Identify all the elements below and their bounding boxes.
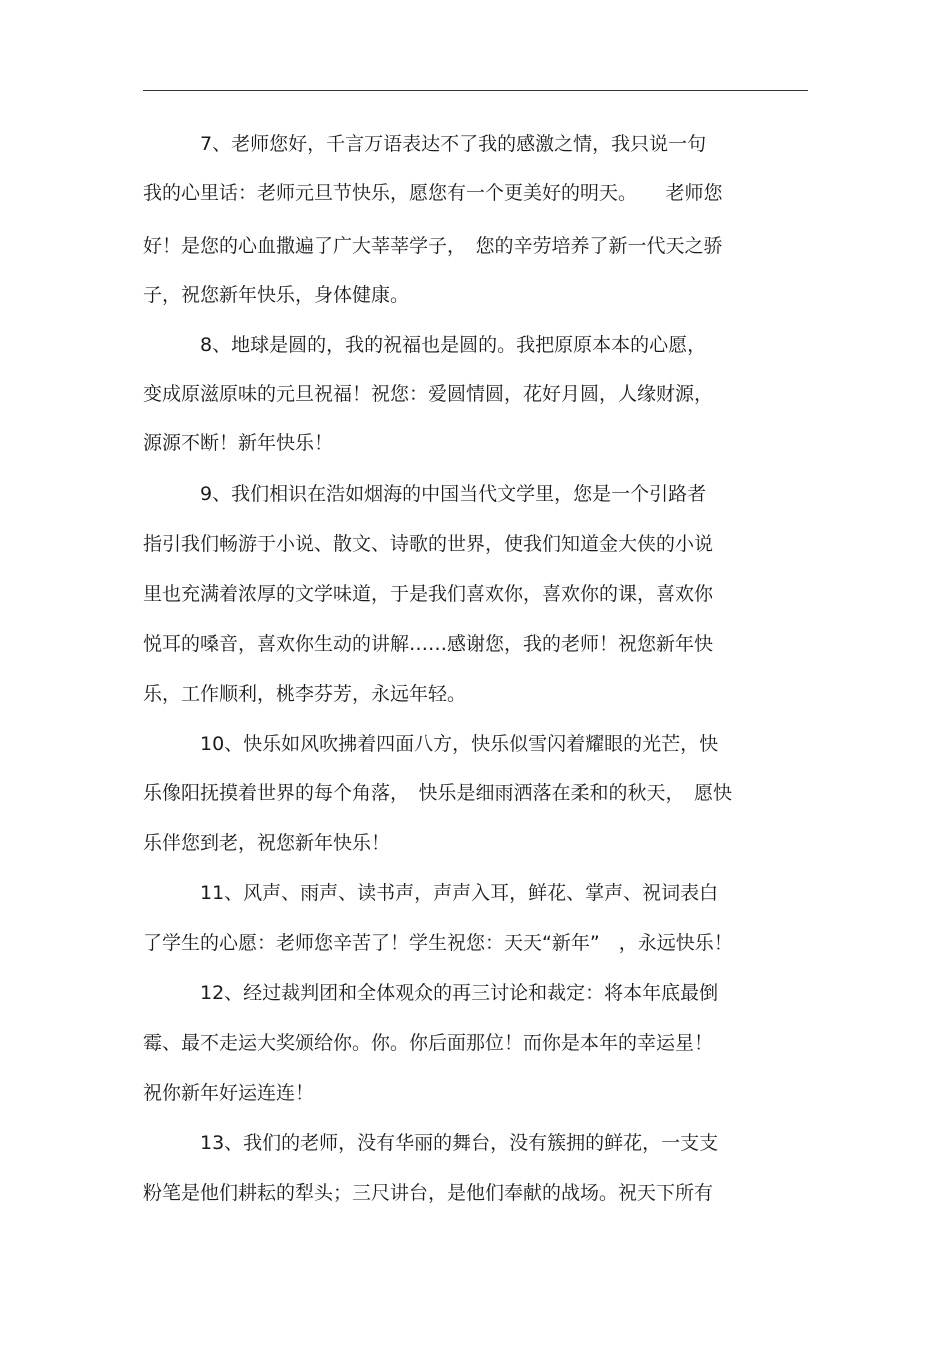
text-line: 指引我们畅游于小说、散文、诗歌的世界，使我们知道金大侠的小说 <box>143 533 714 555</box>
text-line: 7、老师您好，千言万语表达不了我的感激之情，我只说一句 <box>200 133 707 155</box>
text-line: 我的心里话：老师元旦节快乐，愿您有一个更美好的明天。 老师您 <box>143 182 723 204</box>
text-line: 了学生的心愿：老师您辛苦了！学生祝您：天天“新年” ，永远快乐！ <box>143 932 733 954</box>
text-line: 子，祝您新年快乐，身体健康。 <box>143 284 410 306</box>
text-line: 悦耳的嗓音，喜欢你生动的讲解……感谢您，我的老师！祝您新年快 <box>143 633 714 655</box>
text-line: 11、风声、雨声、读书声，声声入耳，鲜花、掌声、祝词表白 <box>200 882 719 904</box>
text-line: 13、我们的老师，没有华丽的舞台，没有簇拥的鲜花，一支支 <box>200 1132 719 1154</box>
header-rule <box>143 90 808 91</box>
text-line: 9、我们相识在浩如烟海的中国当代文学里，您是一个引路者 <box>200 483 707 505</box>
text-line: 好！是您的心血撒遍了广大莘莘学子， 您的辛劳培养了新一代天之骄 <box>143 235 723 257</box>
text-line: 乐，工作顺利，桃李芬芳，永远年轻。 <box>143 683 467 705</box>
text-line: 乐像阳抚摸着世界的每个角落， 快乐是细雨洒落在柔和的秋天， 愿快 <box>143 782 733 804</box>
text-line: 乐伴您到老，祝您新年快乐！ <box>143 832 391 854</box>
text-line: 10、快乐如风吹拂着四面八方，快乐似雪闪着耀眼的光芒，快 <box>200 733 719 755</box>
text-line: 源源不断！新年快乐！ <box>143 432 334 454</box>
text-line: 变成原滋原味的元旦祝福！祝您：爱圆情圆，花好月圆，人缘财源， <box>143 383 714 405</box>
text-line: 8、地球是圆的，我的祝福也是圆的。我把原原本本的心愿， <box>200 334 707 356</box>
text-line: 霉、最不走运大奖颁给你。你。你后面那位！而你是本年的幸运星！ <box>143 1032 714 1054</box>
text-line: 12、经过裁判团和全体观众的再三讨论和裁定：将本年底最倒 <box>200 982 719 1004</box>
text-line: 里也充满着浓厚的文学味道，于是我们喜欢你，喜欢你的课，喜欢你 <box>143 583 714 605</box>
text-line: 祝你新年好运连连！ <box>143 1082 315 1104</box>
text-line: 粉笔是他们耕耘的犁头；三尺讲台，是他们奉献的战场。祝天下所有 <box>143 1182 714 1204</box>
